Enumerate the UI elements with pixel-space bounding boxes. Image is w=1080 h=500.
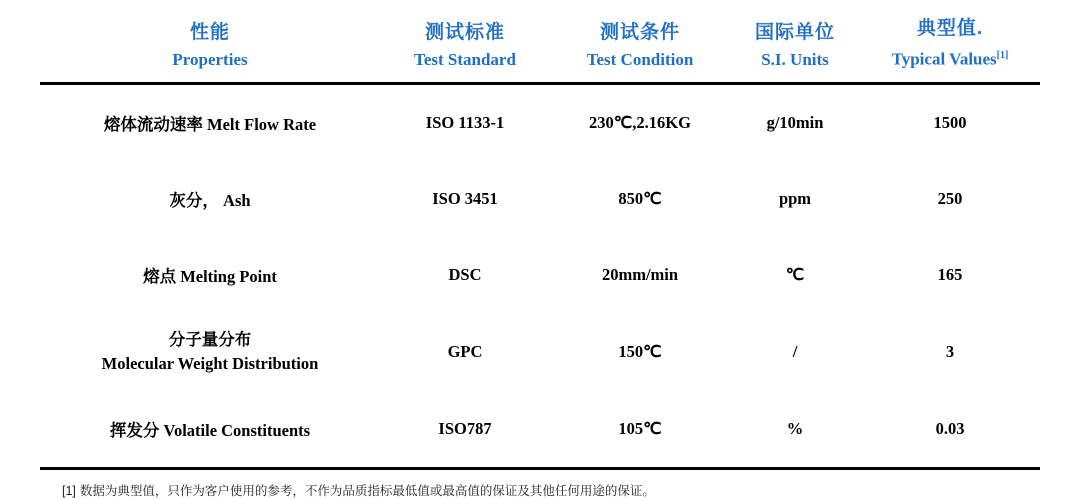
column-header-typical-values-cn: 典型值.: [916, 18, 984, 39]
column-header-test-condition-cn: 测试条件: [599, 21, 680, 43]
column-header-test-condition: [550, 10, 730, 83]
footnote: [40, 482, 1040, 500]
cell-standard: ISO 3451: [432, 188, 498, 208]
table-row: [40, 391, 1040, 469]
column-header-si-units-cn: 国际单位: [754, 21, 835, 43]
footnote-marker: [1]: [996, 50, 1009, 61]
cell-property-cn: 熔体流动速率: [103, 115, 203, 134]
column-header-test-standard: [380, 10, 550, 83]
footnote-text: 数据为典型值，只作为客户使用的参考，不作为品质指标最低值或最高值的保证及其他任何用途的保证。: [79, 483, 655, 498]
cell-property: [40, 83, 380, 161]
cell-standard: ISO787: [438, 418, 492, 438]
cell-property-en: Molecular Weight Distribution: [101, 353, 319, 373]
cell-typical: 250: [937, 188, 963, 208]
cell-property-cn: 挥发分: [109, 421, 160, 440]
column-header-properties-en: Properties: [172, 49, 248, 69]
cell-typical: 0.03: [935, 418, 965, 438]
cell-standard: GPC: [447, 341, 483, 361]
cell-units: g/10min: [730, 83, 860, 161]
cell-condition: 20mm/min: [601, 264, 679, 284]
cell-standard: ISO 1133-1: [380, 83, 550, 161]
cell-property-en: Melt Flow Rate: [207, 114, 317, 134]
cell-typical: 165: [937, 264, 963, 284]
footnote-mark: [1]: [62, 483, 76, 498]
cell-property-en: Volatile Constituents: [163, 420, 311, 440]
table-row: [40, 313, 1040, 391]
table-row: [40, 237, 1040, 313]
column-header-properties-cn: 性能: [189, 21, 230, 43]
table-row: [40, 161, 1040, 237]
cell-standard: DSC: [448, 264, 482, 284]
cell-typical: 3: [945, 341, 955, 361]
cell-units: ℃: [785, 264, 805, 284]
cell-units: ppm: [778, 188, 812, 208]
column-header-test-condition-en: Test Condition: [586, 49, 694, 69]
cell-condition: 230℃,2.16KG: [550, 83, 730, 161]
cell-property: [40, 237, 380, 313]
table-bottom-rule: [40, 468, 1040, 470]
column-header-typical-values: [860, 10, 1040, 83]
cell-units: %: [786, 418, 804, 438]
table-header: [40, 10, 1040, 83]
table-header-row: [40, 10, 1040, 83]
cell-condition: 150℃: [618, 341, 662, 361]
column-header-si-units-en: S.I. Units: [761, 49, 829, 69]
cell-typical: 1500: [860, 83, 1040, 161]
cell-property-cn: 熔点: [143, 267, 177, 286]
specification-table: [40, 10, 1040, 470]
column-header-si-units: [730, 10, 860, 83]
table-body: [40, 83, 1040, 470]
column-header-properties: [40, 10, 380, 83]
column-header-test-standard-cn: 测试标准: [424, 21, 505, 43]
cell-units: /: [792, 341, 798, 361]
cell-property: [40, 161, 380, 237]
column-header-test-standard-en: Test Standard: [414, 49, 516, 69]
cell-property-en: Ash: [223, 190, 251, 210]
cell-condition: 105℃: [618, 418, 662, 438]
cell-property-en: Melting Point: [180, 266, 277, 286]
cell-property-cn: 分子量分布: [168, 330, 252, 349]
cell-property-cn: 灰分，: [169, 191, 219, 210]
table-bottom-rule-row: [40, 468, 1040, 470]
cell-property: [40, 391, 380, 469]
column-header-typical-values-en: Typical Values[1]: [891, 49, 1009, 69]
cell-condition: 850℃: [618, 188, 662, 208]
cell-property: [40, 313, 380, 391]
table-row: [40, 83, 1040, 161]
